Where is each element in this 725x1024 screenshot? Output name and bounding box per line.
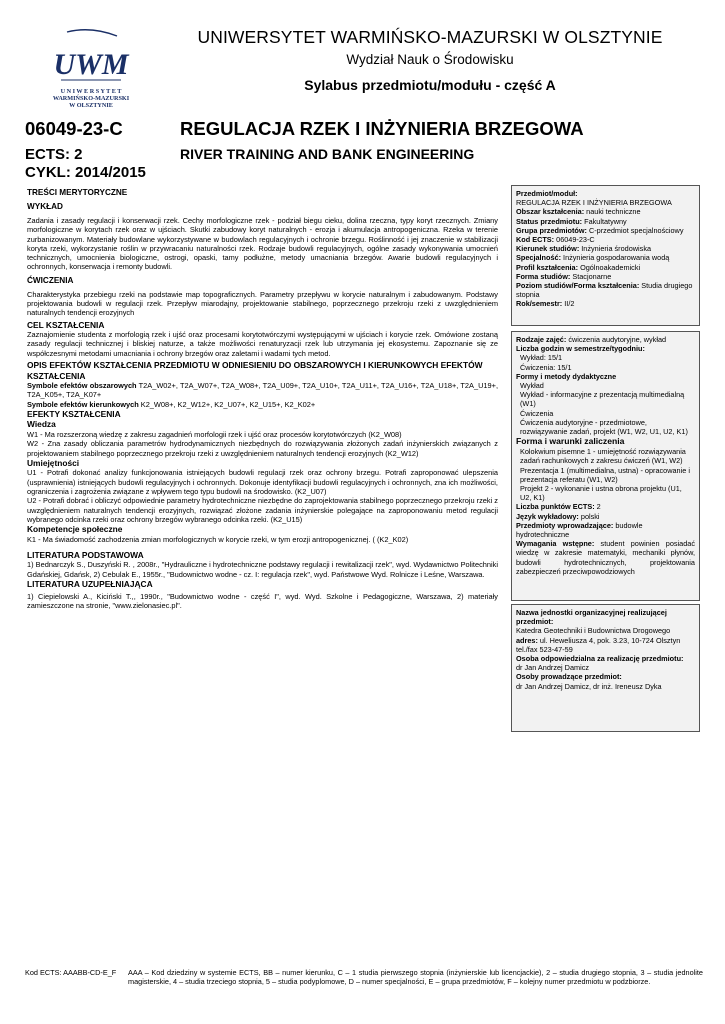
course-title-en: RIVER TRAINING AND BANK ENGINEERING	[180, 146, 475, 162]
section-heading-lecture: WYKŁAD	[27, 202, 63, 211]
unit-label: Nazwa jednostki organizacyjnej realizującej przedmiot:	[516, 608, 667, 627]
responsible-label: Osoba odpowiedzialna za realizację przedmiotu:	[516, 654, 684, 664]
study-field: Kierunek studiów: Inżynieria środowiska	[516, 244, 652, 254]
subheading-competences: Kompetencje społeczne	[27, 524, 123, 535]
section-heading-goal: CEL KSZTAŁCENIA	[27, 319, 105, 330]
uwm-logo-icon	[47, 26, 135, 88]
knowledge-w1: W1 - Ma rozszerzoną wiedzę z zakresu zagadnień morfologii rzek i ujść oraz procesów korytotwórczych (K2_W08)	[27, 429, 402, 439]
section-heading-outcomes-mapping: OPIS EFEKTÓW KSZTAŁCENIA PRZEDMIOTU W ODNIESIENIU DO OBSZAROWYCH I KIERUNKOWYCH EFEKTÓW KSZTAŁCENIA	[27, 360, 483, 381]
assessment-label: Forma i warunki zaliczenia	[516, 436, 625, 447]
method-1: Wykład	[520, 381, 544, 391]
syllabus-content	[27, 188, 498, 610]
responsible-person: dr Jan Andrzej Damicz	[516, 663, 589, 673]
logo-line-2: WARMIŃSKO-MAZURSKI	[52, 95, 130, 102]
field-outcomes: Symbole efektów kierunkowych K2_W08+, K2_W12+, K2_U07+, K2_U15+, K2_K02+	[27, 399, 316, 409]
assessment-1: Kolokwium pisemne 1 - umiejętność rozwiązywania zadań rachunkowych z zakresu ćwiczeń (W1, W2)	[520, 447, 686, 466]
hours-label: Liczba godzin w semestrze/tygodniu:	[516, 344, 645, 354]
ects-points: Liczba punktów ECTS: 2	[516, 502, 601, 512]
language: Język wykładowy: polski	[516, 511, 600, 521]
unit-info-box	[511, 604, 700, 732]
literature-extra: 1) Ciepielowski A., Kiciński T.,, 1990r., "Budownictwo wodne - część I", wyd. Wyd. Szkolne i Pedagogiczne, Warszawa, 2) materiały zamieszczone na stronie, "www.zielonasiec.pl".	[27, 591, 498, 610]
logo-line-1: U N I W E R S Y T E T	[60, 88, 122, 95]
prerequisites: Wymagania wstępne: student powinien posiadać wiedzę w zakresie matematyki, mechaniki płynów, budowli hydrotechnicznych, projektowania zabezpieczeń przeciwpowodziowych	[516, 539, 695, 576]
section-heading-literature-extra: LITERATURA UZUPEŁNIAJĄCA	[27, 579, 153, 590]
course-title-pl: REGULACJA RZEK I INŻYNIERIA BRZEGOWA	[180, 118, 584, 139]
ects-code: Kod ECTS: 06049-23-C	[516, 235, 595, 245]
syllabus-heading: Sylabus przedmiotu/modułu - część A	[304, 77, 556, 93]
section-heading-outcomes: EFEKTY KSZTAŁCENIA	[27, 408, 121, 419]
prerequisite-subjects: Przedmioty wprowadzające: budowle hydrotechniczne	[516, 520, 643, 540]
course-cycle: CYKL: 2014/2015	[25, 164, 146, 181]
education-profile: Profil kształcenia: Ogólnoakademicki	[516, 262, 641, 272]
study-form: Forma studiów: Stacjonarne	[516, 271, 612, 281]
university-name: UNIWERSYTET WARMIŃSKO-MAZURSKI W OLSZTYNIE	[197, 27, 663, 47]
teachers: dr Jan Andrzej Damicz, dr inż. Ireneusz Dyka	[516, 681, 662, 691]
subheading-skills: Umiejętności	[27, 457, 80, 468]
study-level: Poziom studiów/Forma kształcenia: Studia drugiego stopnia	[516, 281, 693, 300]
assessment-2: Prezentacja 1 (multimedialna, ustna) - opracowanie i prezentacja referatu (W1, W2)	[520, 465, 690, 484]
course-organization-box	[511, 331, 700, 601]
section-heading-exercises: ĆWICZENIA	[27, 275, 74, 285]
assessment-3: Projekt 2 - wykonanie i ustna obrona projektu (U1, U2, K1)	[520, 484, 682, 503]
subject-label: Przedmiot/moduł:	[516, 189, 578, 198]
goal-text: Zaznajomienie studenta z morfologią rzek i ujść oraz procesami korytotwórczymi występującymi w ujściach i korycie rzek. Omówione zostaną zasady regulacji technicznej i bliskiej naturze, a także możliwości renaturyzacji rzek lub utrzymania jej ekosystemu. Zapoznanie się ze współczesnymi metodami umacniania i ochrony brzegów oraz zaletami i wadami tych metod.	[27, 330, 498, 358]
year-semester: Rok/semestr: II/2	[516, 299, 575, 309]
unit-phone: tel./fax 523-47-59	[516, 644, 573, 654]
skill-u2: U2 - Potrafi dobrać i obliczyć odpowiednie parametry hydrotechniczne niezbędne do zaprojektowania stabilnego poprzecznego przekroju rzeki z uwzględnieniem naturalnych tendencji erozyjnych, rozwiązać złożone zadania inżynierskie polegające na zaproponowaniu metod regulacji wybranego odcinka rzeki oraz ochrony brzegów wybranego odcinka rzeki. (K2_U15)	[27, 496, 498, 524]
course-code: 06049-23-C	[25, 118, 123, 139]
lecture-text: Zadania i zasady regulacji i konserwacji rzek. Cechy morfologiczne rzek - podział biegu cieku, dolina rzeczna, typy koryt rzecznych. Zmiany morfologiczne w korytach rzek oraz w ujściach. Skutki zabudowy koryt naturalnych - erozja i akumulacja antropogeniczna. Rzeka w terenie zurbanizowanym. Materiały budowlane wykorzystywane w budowlach regulacyjnych i ochronie brzegu. Roślinność i jej znaczenie w stabilizacji koryta rzeki, wykorzystanie roślin w przywracaniu naturalności rzek. Rodzaje budowli regulacyjnych, ogólne zasady wykonywania umocnień technicznych, umocnienia biologiczne, ostrogi, opaski, tamy podłużne, metody umacniania brzegów. Awarie budowli regulacyjnych i ochronnych, konserwacja i remonty budowli.	[27, 216, 498, 272]
subheading-knowledge: Wiedza	[27, 419, 56, 430]
subject-value: REGULACJA RZEK I INŻYNIERIA BRZEGOWA	[516, 198, 672, 208]
methods-label: Formy i metody dydaktyczne	[516, 371, 617, 381]
unit-address: adres: ul. Heweliusza 4, pok. 3.23, 10-724 Olsztyn	[516, 635, 681, 645]
footer-code: Kod ECTS: AAABB-CD-E_F	[25, 968, 117, 977]
hours-lecture: Wykład: 15/1	[520, 353, 563, 363]
logo-line-3: W OLSZTYNIE	[69, 102, 113, 109]
subject-status: Status przedmiotu: Fakultatywny	[516, 216, 627, 226]
section-heading-literature-basic: LITERATURA PODSTAWOWA	[27, 549, 144, 560]
footer-legend: AAA – Kod dziedziny w systemie ECTS, BB – numer kierunku, C – 1 studia pierwszego stopnia (inżynierskie lub licencjackie), 2 – studia drugiego stopnia, 3 – studia jednolite magisterskie, 4 – studia trzeciego stopnia, 5 – studia podyplomowe, D – numer specjalności, E – grupa przedmiotów, F – kolejny numer przedmiotu w podzbiorze.	[128, 968, 703, 987]
area-outcomes: Symbole efektów obszarowych T2A_W02+, T2A_W07+, T2A_W08+, T2A_U09+, T2A_U10+, T2A_U11+, T2A_U16+, T2A_U18+, T2A_U19+, T2A_K05+, T2A_K07+	[27, 381, 498, 400]
unit-name: Katedra Geotechniki i Budownictwa Drogowego	[516, 626, 671, 636]
teachers-label: Osoby prowadzące przedmiot:	[516, 672, 622, 682]
section-heading-content: TREŚCI MERYTORYCZNE	[27, 188, 128, 197]
course-ects: ECTS: 2	[25, 146, 83, 163]
subject-group: Grupa przedmiotów: C-przedmiot specjalnościowy	[516, 225, 684, 235]
faculty-name: Wydział Nauk o Środowisku	[346, 52, 514, 67]
exercises-text: Charakterystyka przebiegu rzeki na podstawie map topograficznych. Parametry przepływu w korycie naturalnym i zabudowanym. Podstawy projektowania budowli w regulacji rzek. Przepływ miarodajny, projektowanie stabilnego, poprzecznego przekroju rzeki z uwzględnieniem naturalnych tendencji erozyjnych	[27, 289, 498, 318]
field-area: Obszar kształcenia: nauki techniczne	[516, 207, 641, 217]
knowledge-w2: W2 - Zna zasady obliczania parametrów hydrodynamicznych niezbędnych do rozwiązywania złożonych zadań inżynierskich związanych z projektowaniem stabilnego poprzecznego przekroju rzeki z uwzględnieniem naturalnych tendencji erozyjnych (K2_W12)	[27, 439, 498, 458]
competence-k1: K1 - Ma świadomość zachodzenia zmian morfologicznych w korycie rzeki, w tym erozji antropogenicznej. ( (K2_K02)	[27, 534, 409, 544]
specialty: Specjalność: Inżynieria gospodarowania wodą	[516, 253, 670, 263]
course-info-box	[511, 185, 700, 326]
hours-exercises: Ćwiczenia: 15/1	[520, 362, 572, 372]
university-logo	[47, 26, 135, 112]
skill-u1: U1 - Potrafi dokonać analizy funkcjonowania istniejących budowli regulacji rzek oraz ochrony brzegu. Potrafi zaproponować ulepszenia (usprawnienia) istniejących budowli regulacyjnych i ochronnych. Dokonuje identyfikacji budowli regulacyjnych i ochronnych, zna ich możliwości, ograniczenia i zagrożenia związane z wpływem tego typu budowli na środowisko. (K2_U07)	[27, 468, 498, 496]
method-3: Ćwiczenia	[520, 408, 554, 418]
literature-basic: 1) Bednarczyk S., Duszyński R. , 2008r., "Hydrauliczne i hydrotechniczne podstawy regulacji i rewitalizacji rzek", wyd. Wydawnictwo Politechniki Gdańskiej, Gdańsk, 2) Cebulak E., 1955r., "Budownictwo wodne - cz. I: regulacja rzek", wyd. Państwowe Wyd. Rolnicze i Leśne, Warszawa.	[27, 560, 498, 579]
method-2: Wykład - informacyjne z prezentacją multimedialną (W1)	[520, 390, 685, 409]
class-types: Rodzaje zajęć: ćwiczenia audytoryjne, wykład	[516, 335, 667, 344]
svg-text:UWM: UWM	[53, 48, 129, 81]
method-4: Ćwiczenia audytoryjne - przedmiotowe, rozwiązywanie zadań, projekt (W1, W2, U1, U2, K1)	[520, 417, 688, 437]
